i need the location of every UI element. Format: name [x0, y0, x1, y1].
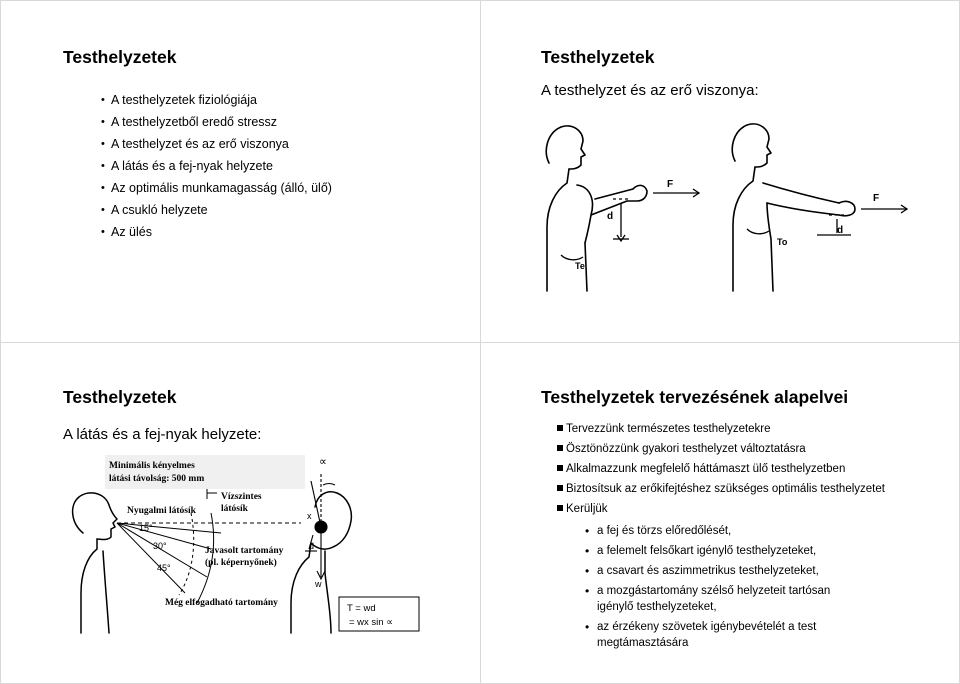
torque-arc-left [561, 255, 583, 260]
torque-label: To [777, 237, 788, 247]
right-head [311, 492, 351, 549]
recommended-range-label: Javasolt tartomány [205, 546, 284, 556]
list-item: Kerüljük [557, 499, 885, 519]
min-distance-label: látási távolság: 500 mm [109, 474, 205, 484]
distance-label: d [837, 225, 844, 236]
angle-label: 15° [139, 523, 153, 533]
list-item: • A testhelyzetből eredő stressz [101, 111, 332, 133]
recommended-range-label: (pl. képernyőnek) [205, 558, 277, 568]
force-posture-figure [521, 111, 941, 301]
distance-label: d [607, 211, 614, 222]
right-neck-body [291, 543, 331, 633]
sub-list-item: • a fej és törzs előredőlését, [585, 523, 865, 539]
left-figure-back [585, 243, 587, 291]
slide-title: Testhelyzetek tervezésének alapelvei [541, 387, 849, 407]
slide-4 [480, 342, 960, 684]
list-item: • A testhelyzet és az erő viszonya [101, 133, 332, 155]
left-figure-body [547, 169, 569, 291]
topic-list [101, 89, 332, 243]
force-label: F [667, 179, 674, 190]
list-item: Alkalmazzunk megfelelő háttámaszt ülő testhelyzetben [557, 459, 885, 479]
right-figure-back [767, 203, 773, 291]
w-label: w [315, 579, 322, 589]
horizontal-plane-label: Vízszintes [221, 492, 262, 502]
rest-plane-label: Nyugalmi látósík [127, 506, 196, 516]
left-figure-head [546, 126, 585, 169]
list-item: • Az optimális munkamagasság (álló, ülő) [101, 177, 332, 199]
vision-neck-figure [61, 453, 461, 637]
slide-2 [480, 0, 960, 343]
sub-list-item: • a mozgástartomány szélső helyzeteit tartósan igénylő testhelyzeteket, [585, 583, 865, 615]
torque-arc-right [747, 229, 769, 234]
formula-line: = wx sin ∝ [349, 617, 394, 628]
formula-line: T = wd [347, 603, 376, 614]
list-item: • Az ülés [101, 221, 332, 243]
head-center-of-mass [315, 521, 327, 533]
right-figure-head [732, 124, 771, 167]
slide-title: Testhelyzetek [541, 47, 655, 67]
right-figure-body [733, 167, 755, 291]
torque-label: Te [575, 261, 585, 271]
list-item: Ösztönözzünk gyakori testhelyzet változtatásra [557, 439, 885, 459]
slide-3 [0, 342, 481, 684]
angle-label: 45° [157, 563, 171, 573]
list-item: Biztosítsuk az erőkifejtéshez szükséges optimális testhelyzetet [557, 479, 885, 499]
rest-plane-line [117, 523, 221, 533]
slide-title: Testhelyzetek [63, 387, 177, 407]
min-distance-label: Minimális kényelmes [109, 461, 195, 471]
avoid-sublist [585, 523, 865, 655]
list-item: Tervezzünk természetes testhelyzetekre [557, 419, 885, 439]
list-item: • A látás és a fej-nyak helyzete [101, 155, 332, 177]
right-figure-arm [763, 183, 839, 215]
list-item: • A csukló helyzete [101, 199, 332, 221]
slide-subtitle: A testhelyzet és az erő viszonya: [541, 82, 759, 99]
left-head [73, 493, 117, 540]
principles-list [557, 419, 885, 519]
x-label: x [307, 511, 312, 521]
slide-1 [0, 0, 481, 343]
list-item: • A testhelyzetek fiziológiája [101, 89, 332, 111]
alpha-arc [323, 484, 335, 486]
acceptable-range-label: Még elfogadható tartomány [165, 598, 278, 608]
force-label: F [873, 193, 880, 204]
horizontal-plane-label: látósík [221, 504, 248, 514]
left-body [81, 539, 97, 633]
alpha-symbol: ∝ [319, 456, 327, 468]
d-label: d [309, 541, 315, 551]
slide-title: Testhelyzetek [63, 47, 177, 67]
sub-list-item: • a felemelt felsőkart igénylő testhelyzeteket, [585, 543, 865, 559]
acceptable-range-arc [179, 513, 194, 595]
sub-list-item: • az érzékeny szövetek igénybevételét a test megtámasztására [585, 619, 865, 651]
slide-subtitle: A látás és a fej-nyak helyzete: [63, 426, 262, 443]
angle-label: 30° [153, 541, 167, 551]
sub-list-item: • a csavart és aszimmetrikus testhelyzeteket, [585, 563, 865, 579]
